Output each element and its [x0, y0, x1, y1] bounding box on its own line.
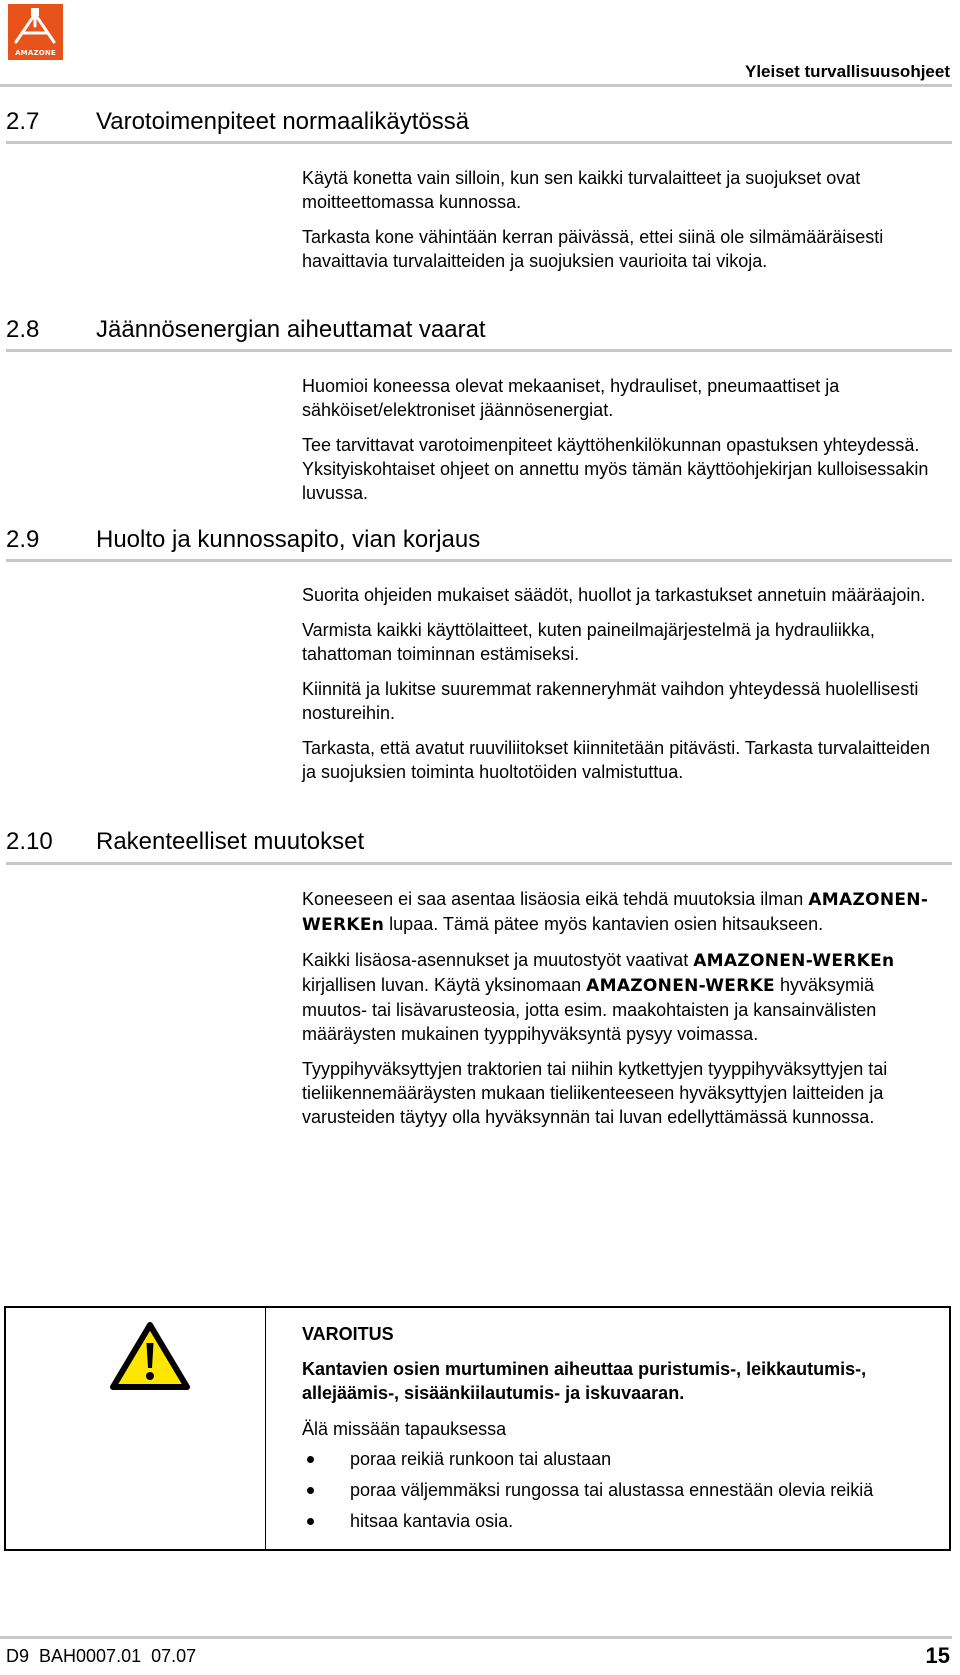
- logo-text: AMAZONE: [15, 49, 56, 57]
- section-2-8-heading: [6, 316, 486, 344]
- paragraph: Tyyppihyväksyttyjen traktorien tai niihin kytkettyjen tyyppihyväksyttyjen tai tieliikennemääräysten mukaan tieliikenteeseen hyväksyttyjen laitteiden ja varusteiden täytyy olla hyväksynnän tai luvan edellyttämässä kunnossa.: [302, 1059, 888, 1127]
- section-divider: [6, 862, 952, 865]
- brand-name: AMAZONEN-WERKEn: [693, 951, 895, 971]
- section-number: 2.10: [6, 828, 53, 855]
- warning-divider: [265, 1308, 266, 1549]
- section-number: 2.9: [6, 526, 40, 553]
- section-2-7-body: [302, 166, 944, 284]
- paragraph: Suorita ohjeiden mukaiset säädöt, huollot ja tarkastukset annetuin määräajoin.: [302, 585, 926, 605]
- text-run: Kaikki lisäosa-asennukset ja muutostyöt vaativat: [302, 950, 689, 970]
- section-title: Varotoimenpiteet normaalikäytössä: [96, 108, 470, 135]
- list-item: hitsaa kantavia osia.: [302, 1509, 932, 1533]
- paragraph: Tee tarvittavat varotoimenpiteet käyttöhenkilökunnan opastuksen yhteydessä. Yksityiskohtaiset ohjeet on annettu myös tämän käyttöohjekirjan kulloisessakin luvussa.: [302, 435, 929, 503]
- text-run: kirjallisen luvan. Käytä yksinomaan: [302, 975, 582, 995]
- section-number: 2.7: [6, 108, 40, 135]
- section-2-10-heading: [6, 828, 364, 856]
- header-divider: [0, 84, 952, 87]
- section-divider: [6, 559, 952, 562]
- page-number: 15: [925, 1643, 950, 1668]
- paragraph: Käytä konetta vain silloin, kun sen kaikki turvalaitteet ja suojukset ovat moitteettomassa kunnossa.: [302, 168, 861, 212]
- section-title: Jäännösenergian aiheuttamat vaarat: [96, 316, 486, 343]
- list-item: poraa reikiä runkoon tai alustaan: [302, 1447, 932, 1471]
- text-run: lupaa. Tämä pätee myös kantavien osien hitsaukseen.: [389, 914, 824, 934]
- brand-name: AMAZONEN-WERKEn: [302, 890, 929, 935]
- paragraph: Kiinnitä ja lukitse suuremmat rakenneryhmät vaihdon yhteydessä huolellisesti nostureihin.: [302, 679, 919, 723]
- paragraph: [302, 948, 944, 1046]
- document-code: D9 BAH0007.01 07.07: [6, 1646, 197, 1666]
- section-title: Rakenteelliset muutokset: [96, 828, 365, 855]
- warning-content: [302, 1322, 932, 1540]
- warning-title: VAROITUS: [302, 1324, 394, 1344]
- paragraph: Huomioi koneessa olevat mekaaniset, hydrauliset, pneumaattiset ja sähköiset/elektroniset jäännösenergiat.: [302, 376, 840, 420]
- section-number: 2.8: [6, 316, 40, 343]
- warning-intro: Älä missään tapauksessa: [302, 1419, 507, 1439]
- paragraph: Tarkasta kone vähintään kerran päivässä, ettei siinä ole silmämääräisesti havaittavia turvalaitteiden ja suojuksien vaurioita tai vikoja.: [302, 227, 884, 271]
- list-item: poraa väljemmäksi rungossa tai alustassa ennestään olevia reikiä: [302, 1478, 932, 1502]
- brand-name: AMAZONEN-WERKE: [586, 976, 775, 996]
- amazone-logo: [8, 4, 63, 60]
- footer-divider: [0, 1636, 952, 1639]
- section-2-7-heading: [6, 108, 469, 136]
- warning-lead: Kantavien osien murtuminen aiheuttaa puristumis-, leikkautumis-, allejäämis-, sisäänkiilautumis- ja iskuvaaran.: [302, 1359, 867, 1403]
- section-divider: [6, 141, 952, 144]
- logo-emblem-icon: [8, 4, 63, 48]
- paragraph: [302, 887, 944, 937]
- text-run: hyväksymiä muutos- tai lisävarusteosia, jotta esim. maakohtaisten ja kansainvälisten määräysten mukainen tyyppihyväksyntä pysyy voimassa.: [302, 975, 877, 1044]
- warning-box: [4, 1306, 951, 1551]
- section-2-9-body: [302, 583, 944, 795]
- text-run: Koneeseen ei saa asentaa lisäosia eikä tehdä muutoksia ilman: [302, 889, 804, 909]
- section-2-9-heading: [6, 526, 480, 554]
- paragraph: Tarkasta, että avatut ruuviliitokset kiinnitetään pitävästi. Tarkasta turvalaitteiden ja suojuksien toiminta huoltotöiden valmistuttua.: [302, 738, 930, 782]
- section-divider: [6, 349, 952, 352]
- warning-list: [302, 1447, 932, 1533]
- paragraph: Varmista kaikki käyttölaitteet, kuten paineilmajärjestelmä ja hydrauliikka, tahattoman toiminnan estämiseksi.: [302, 620, 875, 664]
- header-title: Yleiset turvallisuusohjeet: [744, 62, 950, 81]
- section-title: Huolto ja kunnossapito, vian korjaus: [96, 526, 481, 553]
- section-2-10-body: [302, 887, 944, 1140]
- section-2-8-body: [302, 374, 944, 516]
- warning-triangle-icon: [109, 1321, 191, 1396]
